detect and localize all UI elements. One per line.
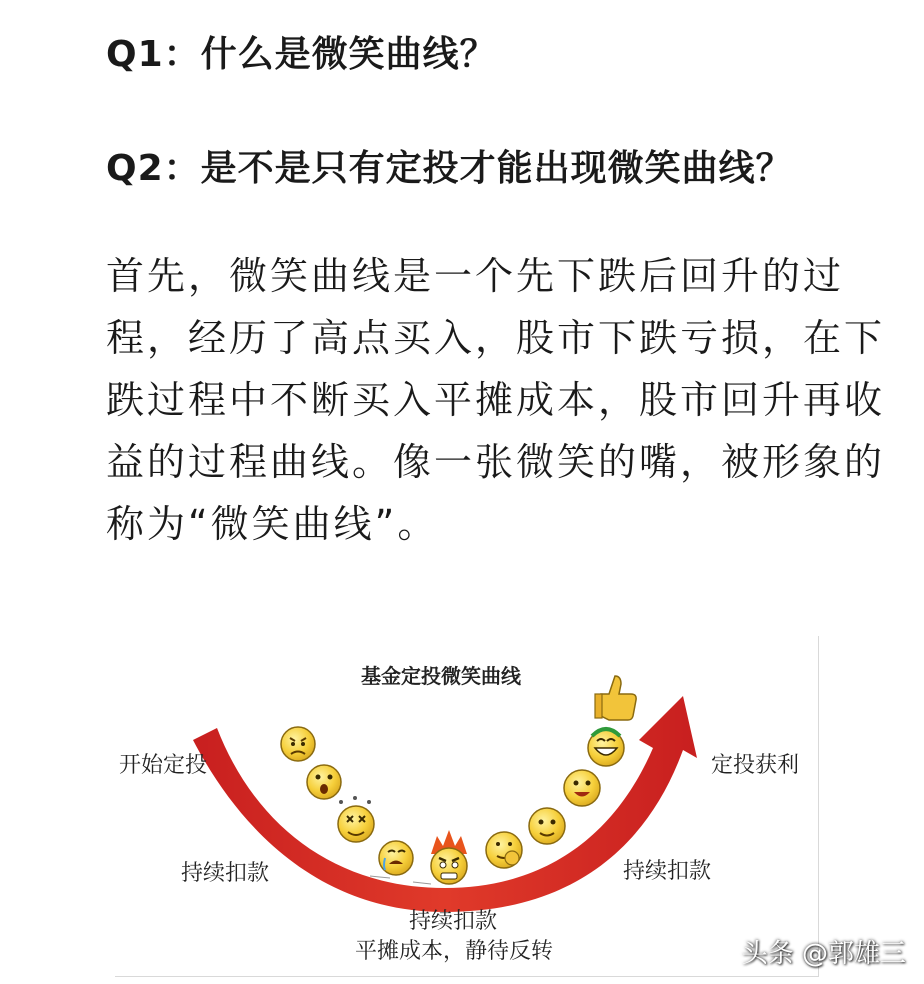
dizzy-face-icon <box>338 796 374 842</box>
paragraph-line: 程，经历了高点买入，股市下跌亏损，在下 <box>106 316 886 360</box>
question-2: Q2：是不是只有定投才能出现微笑曲线？ <box>106 148 793 189</box>
paragraph-line: 跌过程中不断买入平摊成本，股市回升再收 <box>106 378 886 422</box>
paragraph-line: 首先，微笑曲线是一个先下跌后回升的过 <box>106 254 845 298</box>
label-start-investing: 开始定投 <box>119 753 208 778</box>
surprised-face-icon <box>307 765 341 799</box>
paragraph-line: 称为“微笑曲线”。 <box>106 502 439 546</box>
figure-title: 基金定投微笑曲线 <box>361 664 521 688</box>
fist-face-icon <box>486 832 522 868</box>
label-left-deduct: 持续扣款 <box>181 861 270 886</box>
watermark: 头条 @郭雄三 <box>741 939 906 969</box>
calm-face-icon <box>529 808 565 844</box>
answer-paragraph <box>106 245 886 555</box>
label-right-deduct: 持续扣款 <box>623 859 712 884</box>
smiling-face-icon <box>564 770 600 806</box>
label-bottom-note: 平摊成本，静待反转 <box>355 939 554 964</box>
label-bottom-deduct: 持续扣款 <box>409 909 498 934</box>
question-1: Q1：什么是微笑曲线？ <box>106 34 497 75</box>
paragraph-line: 益的过程曲线。像一张微笑的嘴，被形象的 <box>106 440 886 484</box>
smile-curve-figure <box>115 636 819 977</box>
thumbs-up-icon <box>595 676 636 720</box>
crying-face-icon <box>379 841 413 875</box>
label-profit: 定投获利 <box>711 753 800 778</box>
laughing-face-icon <box>588 729 624 766</box>
angry-face-icon <box>431 830 467 884</box>
worried-face-icon <box>281 727 315 761</box>
